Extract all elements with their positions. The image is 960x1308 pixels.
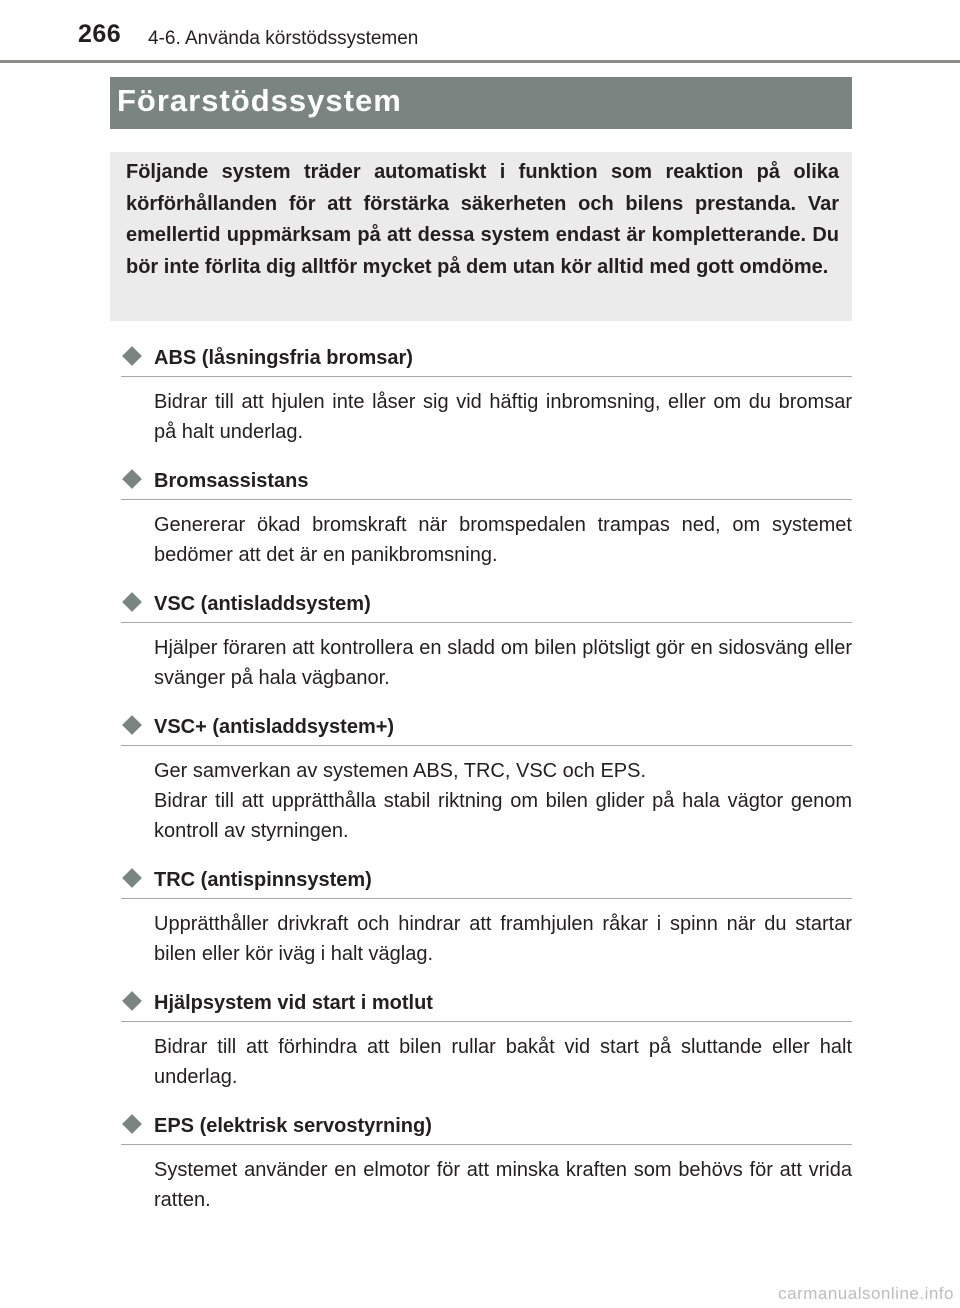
feature-heading <box>121 586 852 623</box>
diamond-bullet-icon <box>122 469 142 489</box>
feature-item <box>121 340 852 463</box>
feature-title: Bromsassistans <box>154 470 309 492</box>
feature-heading <box>121 862 852 899</box>
feature-heading <box>121 709 852 746</box>
feature-item <box>121 586 852 709</box>
section-title: Förarstödssystem <box>117 83 402 118</box>
page-header <box>0 0 960 64</box>
feature-description <box>121 746 852 862</box>
feature-title: VSC (antisladdsystem) <box>154 593 371 615</box>
feature-description <box>121 500 852 586</box>
diamond-bullet-icon <box>122 715 142 735</box>
feature-paragraph: Bidrar till att upprätthålla stabil riktning om bilen glider på hala vägtor genom kontroll av styrningen. <box>154 790 852 842</box>
feature-paragraph: Bidrar till att förhindra att bilen rullar bakåt vid start på sluttande eller halt underlag. <box>154 1036 852 1088</box>
feature-item <box>121 862 852 985</box>
feature-heading <box>121 340 852 377</box>
diamond-bullet-icon <box>122 991 142 1011</box>
watermark: carmanualsonline.info <box>778 1284 954 1303</box>
page-number: 266 <box>78 20 122 48</box>
feature-paragraph: Systemet använder en elmotor för att minska kraften som behövs för att vrida ratten. <box>154 1159 852 1211</box>
diamond-bullet-icon <box>122 868 142 888</box>
section-banner <box>110 77 852 129</box>
feature-item <box>121 985 852 1108</box>
feature-paragraph: Hjälper föraren att kontrollera en sladd om bilen plötsligt gör en sidosväng eller svänger på hala vägbanor. <box>154 637 852 689</box>
feature-paragraph: Ger samverkan av systemen ABS, TRC, VSC och EPS. <box>154 760 647 782</box>
feature-list <box>121 340 852 1231</box>
feature-item <box>121 709 852 862</box>
chapter-title: 4-6. Använda körstödssystemen <box>148 28 419 49</box>
feature-description <box>121 1022 852 1108</box>
feature-paragraph: Upprätthåller drivkraft och hindrar att framhjulen råkar i spinn när du startar bilen eller kör iväg i halt väglag. <box>154 913 852 965</box>
diamond-bullet-icon <box>122 592 142 612</box>
diamond-bullet-icon <box>122 1114 142 1134</box>
feature-description <box>121 377 852 463</box>
feature-item <box>121 463 852 586</box>
header-rule <box>0 60 960 63</box>
intro-box <box>110 152 852 321</box>
feature-title: ABS (låsningsfria bromsar) <box>154 347 413 369</box>
feature-title: Hjälpsystem vid start i motlut <box>154 992 433 1014</box>
feature-title: TRC (antispinnsystem) <box>154 869 372 891</box>
feature-description <box>121 1145 852 1231</box>
feature-item <box>121 1108 852 1231</box>
feature-paragraph: Bidrar till att hjulen inte låser sig vid häftig inbromsning, eller om du bromsar på halt underlag. <box>154 391 852 443</box>
diamond-bullet-icon <box>122 346 142 366</box>
feature-title: VSC+ (antisladdsystem+) <box>154 716 395 738</box>
feature-title: EPS (elektrisk servostyrning) <box>154 1115 432 1137</box>
feature-description <box>121 899 852 985</box>
feature-heading <box>121 463 852 500</box>
feature-description <box>121 623 852 709</box>
feature-heading <box>121 985 852 1022</box>
feature-paragraph: Genererar ökad bromskraft när bromspedalen trampas ned, om systemet bedömer att det är en panikbromsning. <box>154 514 852 566</box>
feature-heading <box>121 1108 852 1145</box>
intro-text: Följande system träder automatiskt i funktion som reaktion på olika körförhållanden för att förstärka säkerheten och bilens prestanda. Var emellertid uppmärksam på att dessa system endast är kompletterande. Du bör inte förlita dig alltför mycket på dem utan kör alltid med gott omdöme. <box>126 161 839 278</box>
